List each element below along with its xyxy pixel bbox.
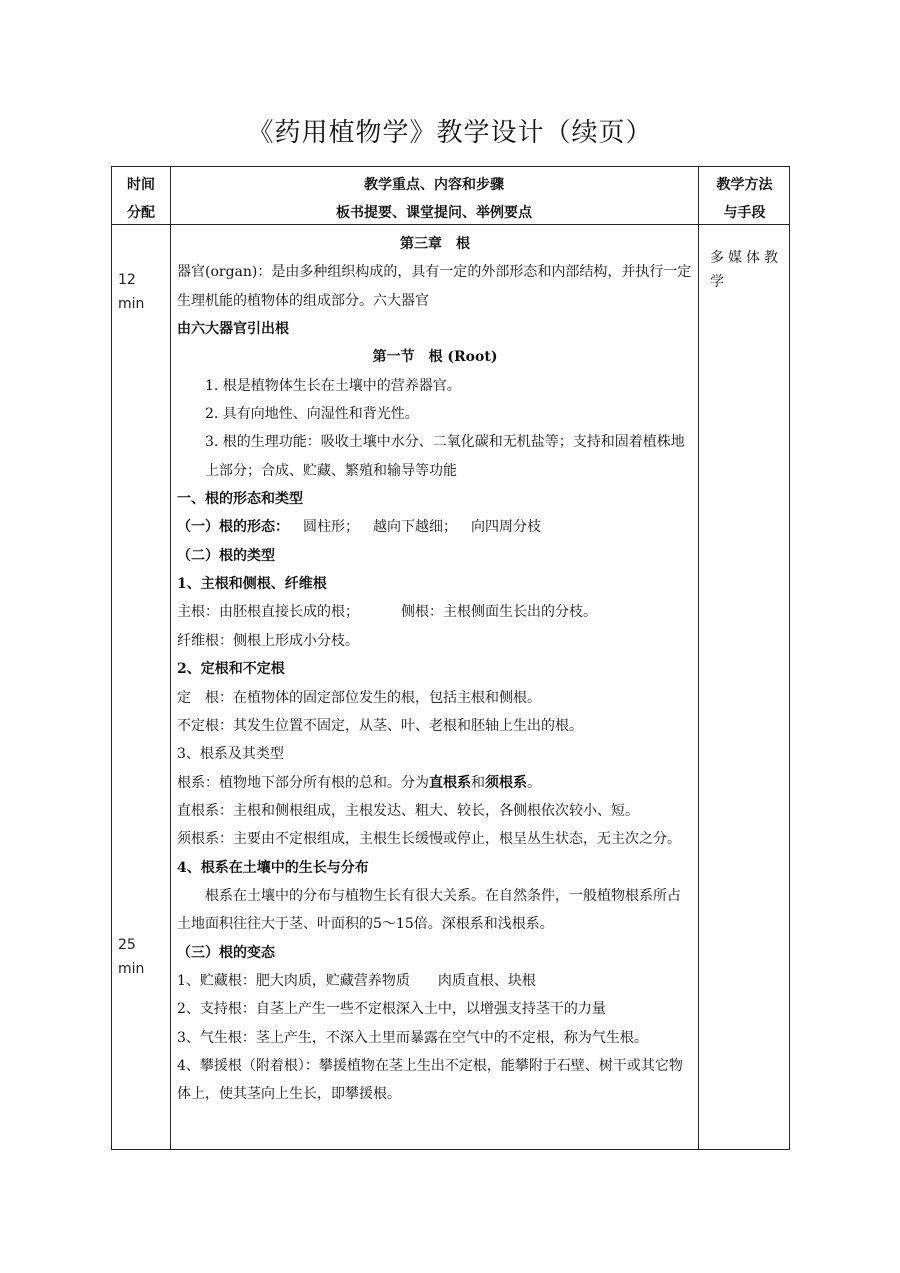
fibrous-root-system: 须根系：主要由不定根组成，主根生长缓慢或停止，根呈丛生状态，无主次之分。 [177, 831, 681, 848]
header-content: 教学重点、内容和步骤 板书提要、课堂提问、举例要点 [336, 177, 532, 221]
organ-definition: 器官(organ)：是由多种组织构成的，具有一定的外部形态和内部结构，并执行一定生理机能的植物体的组成部分。六大器官 [177, 264, 692, 309]
climbing-root: 4、攀援根（附着根）：攀援植物在茎上生出不定根，能攀附于石壁、树干或其它物体上，使其茎向上生长，即攀援根。 [177, 1057, 683, 1103]
method-cell: 多媒体教学 [710, 250, 782, 290]
point-3: 3. 根的生理功能：吸收土壤中水分、二氧化碳和无机盐等；支持和固着植株地上部分；合成、贮藏、繁殖和输导等功能 [205, 434, 685, 479]
lead-in: 由六大器官引出根 [177, 321, 289, 338]
prop-root: 2、支持根：自茎上产生一些不定根深入土中，以增强支持茎干的力量 [177, 1001, 606, 1018]
subheading-fixed-adventitious: 2、定根和不定根 [177, 661, 285, 678]
chapter-heading: 第三章 根 [400, 236, 470, 252]
time-cell-1: 12 min [118, 272, 145, 312]
subheading-root-system: 3、根系及其类型 [177, 746, 284, 763]
header-time: 时间 分配 [127, 177, 155, 221]
main-side-root: 主根：由胚根直接长成的根； 侧根：主根侧面生长出的分枝。 [177, 604, 597, 621]
growth-distribution-text: 根系在土壤中的分布与植物生长有很大关系。在自然条件，一般植物根系所占土地面积往往大于茎、叶面积的5～15倍。深根系和浅根系。 [177, 887, 681, 933]
adventitious-root: 不定根：其发生位置不固定，从茎、叶、老根和胚轴上生出的根。 [177, 717, 583, 734]
storage-root: 1、贮藏根：肥大肉质，贮藏营养物质 肉质直根、块根 [177, 972, 536, 989]
aerial-root: 3、气生根：茎上产生，不深入土里而暴露在空气中的不定根，称为气生根。 [177, 1029, 648, 1046]
point-1: 1. 根是植物体生长在土壤中的营养器官。 [205, 377, 461, 394]
subheading-growth-distribution: 4、根系在土壤中的生长与分布 [177, 859, 369, 876]
root-morphology: （一）根的形态： 圆柱形； 越向下越细； 向四周分枝 [177, 519, 541, 536]
section-heading: 第一节 根 (Root) [372, 349, 498, 366]
taproot-system: 直根系：主根和侧根组成，主根发达、粗大、较长，各侧根依次较小、短。 [177, 802, 639, 819]
fixed-root: 定 根：在植物体的固定部位发生的根，包括主根和侧根。 [177, 689, 541, 706]
heading-root-types: （二）根的类型 [177, 547, 275, 564]
root-system-definition: 根系：植物地下部分所有根的总和。分为直根系和须根系。 [177, 774, 541, 791]
fiber-root: 纤维根：侧根上形成小分枝。 [177, 632, 359, 649]
time-cell-2: 25 min [118, 937, 145, 977]
column-divider-method [698, 167, 699, 1149]
subheading-main-side: 1、主根和侧根、纤维根 [177, 576, 327, 593]
heading-root-metamorphosis: （三）根的变态 [177, 944, 275, 961]
column-divider-time [170, 167, 171, 1149]
header-method: 教学方法 与手段 [716, 177, 773, 221]
point-2: 2. 具有向地性、向湿性和背光性。 [205, 406, 419, 423]
heading-morphology-types: 一、根的形态和类型 [177, 491, 303, 508]
lesson-table [111, 166, 790, 1150]
lesson-content [177, 230, 693, 1109]
page-title: 《药用植物学》教学设计（续页） [247, 118, 653, 148]
